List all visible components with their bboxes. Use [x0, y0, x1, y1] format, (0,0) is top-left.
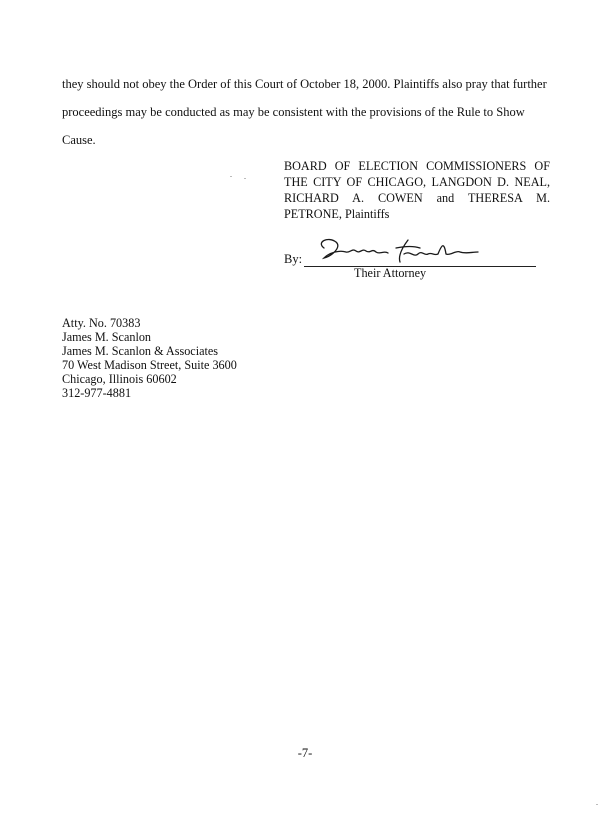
paragraph-line: Cause.	[62, 133, 96, 147]
firm-city: Chicago, Illinois 60602	[62, 372, 177, 386]
page-number: -7-	[297, 746, 313, 760]
signature-role: Their Attorney	[354, 266, 427, 280]
signature-block	[284, 238, 550, 288]
scan-speck	[244, 178, 246, 179]
firm-name: James M. Scanlon & Associates	[62, 344, 219, 358]
attorney-number: Atty. No. 70383	[62, 316, 141, 330]
attorney-info-block	[62, 316, 237, 400]
attorney-name: James M. Scanlon	[62, 330, 152, 344]
party-names-block: BOARD OF ELECTION COMMISSIONERS OF THE CITY OF CHICAGO, LANGDON D. NEAL, RICHARD A. COWEN and THERESA M. PETRONE, Plaintiffs	[284, 159, 550, 221]
handwritten-signature	[310, 234, 480, 268]
scan-speck	[596, 804, 598, 805]
paragraph-line: they should not obey the Order of this Court of October 18, 2000. Plaintiffs also pray that further	[62, 77, 547, 91]
paragraph-line: proceedings may be conducted as may be consistent with the provisions of the Rule to Show	[62, 105, 525, 119]
closing-paragraph	[62, 70, 547, 154]
firm-phone: 312-977-4881	[62, 386, 132, 400]
by-label: By:	[284, 252, 303, 266]
scan-speck	[230, 176, 232, 177]
firm-address: 70 West Madison Street, Suite 3600	[62, 358, 237, 372]
